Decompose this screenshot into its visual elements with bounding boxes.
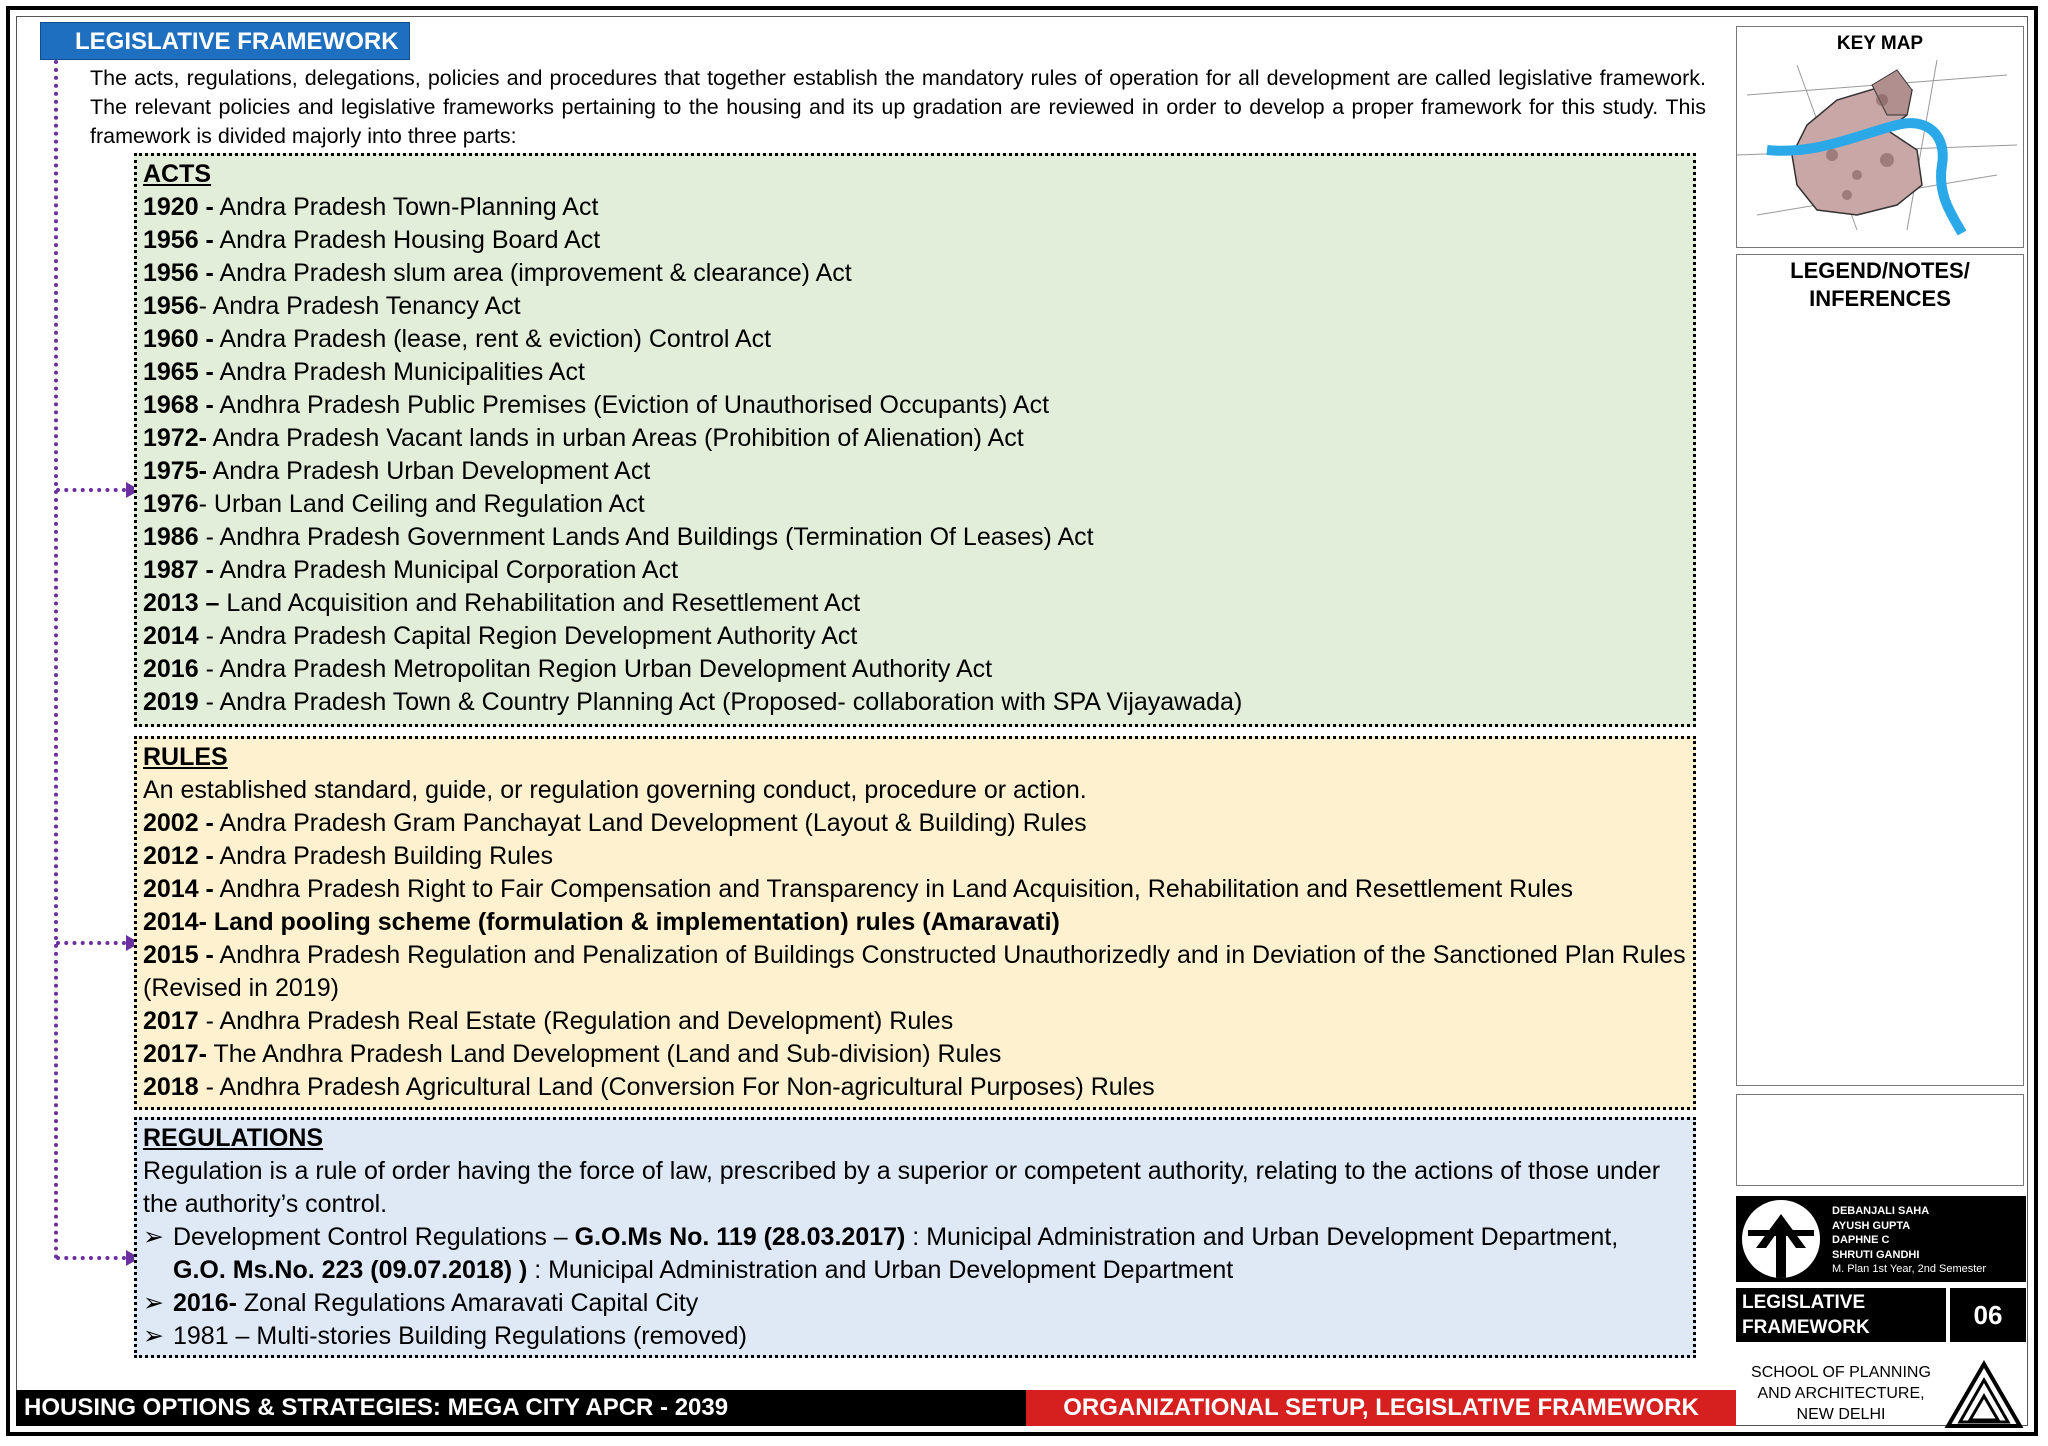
course-info: M. Plan 1st Year, 2nd Semester	[1832, 1263, 1987, 1275]
sheet-title: LEGISLATIVE FRAMEWORK	[1736, 1288, 1946, 1342]
rules-item: 2017 - Andhra Pradesh Real Estate (Regulation and Development) Rules	[143, 1007, 954, 1035]
key-map-image	[1737, 55, 2021, 235]
rules-item: 2018 - Andhra Pradesh Agricultural Land (Conversion For Non-agricultural Purposes) Rules	[143, 1073, 1155, 1101]
acts-item: 2019 - Andra Pradesh Town & Country Planning Act (Proposed- collaboration with SPA Vijayawada)	[143, 688, 1243, 716]
rules-item: 2014 - Andhra Pradesh Right to Fair Compensation and Transparency in Land Acquisition, Rehabilitation and Resettlement Rules	[143, 875, 1574, 903]
key-map-panel	[1736, 26, 2024, 248]
institute-logo-icon	[1742, 1200, 1820, 1278]
intro-paragraph: The acts, regulations, delegations, policies and procedures that together establish the mandatory rules of operation for all development are called legislative framework. The relevant policies and legislative frameworks pertaining to the housing and its up gradation are reviewed in order to develop a proper framework for this study. This framework is divided majorly into three parts:	[90, 66, 1706, 148]
regulation-item-zonal: ➢ 2016- Zonal Regulations Amaravati Capital City	[143, 1287, 1687, 1320]
acts-item: 1965 - Andra Pradesh Municipalities Act	[143, 358, 585, 386]
rules-section	[134, 736, 1696, 1110]
acts-item: 1960 - Andra Pradesh (lease, rent & eviction) Control Act	[143, 325, 772, 353]
connector-arrow-regulations	[56, 1256, 126, 1260]
acts-item: 2016 - Andra Pradesh Metropolitan Region Urban Development Authority Act	[143, 655, 993, 683]
acts-list	[143, 191, 1687, 719]
bullet-arrow-icon: ➢	[143, 1289, 164, 1317]
author-names: DEBANJALI SAHA AYUSH GUPTA DAPHNE C SHRUTI GANDHI M. Plan 1st Year, 2nd Semester	[1832, 1205, 1987, 1275]
legend-label-line1: LEGEND/NOTES/	[1790, 258, 1970, 283]
rules-item: 2002 - Andra Pradesh Gram Panchayat Land Development (Layout & Building) Rules	[143, 809, 1087, 837]
acts-item: 1975- Andra Pradesh Urban Development Act	[143, 457, 651, 485]
rules-heading: RULES	[143, 743, 228, 771]
bullet-arrow-icon: ➢	[143, 1223, 164, 1251]
regulation-item-multistorey: ➢ 1981 – Multi-stories Building Regulations (removed)	[143, 1320, 1687, 1353]
acts-item: 1920 - Andra Pradesh Town-Planning Act	[143, 193, 599, 221]
project-title-bar: HOUSING OPTIONS & STRATEGIES: MEGA CITY APCR - 2039	[16, 1390, 1026, 1426]
legend-label-line2: INFERENCES	[1809, 286, 1951, 311]
regulations-heading: REGULATIONS	[143, 1124, 324, 1152]
school-logo-icon	[1944, 1360, 2024, 1430]
blank-panel	[1736, 1094, 2024, 1186]
rules-item: 2014- Land pooling scheme (formulation & implementation) rules (Amaravati)	[143, 908, 1060, 936]
acts-item: 2014 - Andra Pradesh Capital Region Development Authority Act	[143, 622, 858, 650]
acts-item: 1976- Urban Land Ceiling and Regulation Act	[143, 490, 645, 518]
regulation-item-dcr: ➢ Development Control Regulations – G.O.Ms No. 119 (28.03.2017) : Municipal Administration and Urban Development Department, G.O. Ms.No. 223 (09.07.2018) ) : Municipal Administration and Urban Development Department	[143, 1223, 1619, 1284]
acts-item: 1956 - Andra Pradesh slum area (improvement & clearance) Act	[143, 259, 852, 287]
rules-item: 2017- The Andhra Pradesh Land Development (Land and Sub-division) Rules	[143, 1040, 1002, 1068]
acts-heading: ACTS	[143, 160, 212, 188]
sheet-number: 06	[1950, 1288, 2026, 1342]
regulations-section	[134, 1117, 1696, 1358]
rules-description: An established standard, guide, or regulation governing conduct, procedure or action.	[143, 776, 1087, 804]
legend-notes-panel	[1736, 254, 2024, 1086]
key-map-label: KEY MAP	[1836, 33, 1924, 54]
rules-item: 2015 - Andhra Pradesh Regulation and Penalization of Buildings Constructed Unauthorizedly and in Deviation of the Sanctioned Plan Rules (Revised in 2019)	[143, 941, 1686, 1002]
sheet-topic-bar: ORGANIZATIONAL SETUP, LEGISLATIVE FRAMEWORK	[1026, 1390, 1736, 1426]
acts-item: 1956- Andra Pradesh Tenancy Act	[143, 292, 521, 320]
acts-item: 1987 - Andra Pradesh Municipal Corporation Act	[143, 556, 679, 584]
acts-item: 1986 - Andhra Pradesh Government Lands And Buildings (Termination Of Leases) Act	[143, 523, 1094, 551]
acts-item: 2013 – Land Acquisition and Rehabilitation and Resettlement Act	[143, 589, 861, 617]
section-title: LEGISLATIVE FRAMEWORK	[40, 22, 410, 60]
acts-item: 1968 - Andhra Pradesh Public Premises (Eviction of Unauthorised Occupants) Act	[143, 391, 1050, 419]
bullet-arrow-icon: ➢	[143, 1322, 164, 1350]
acts-item: 1972- Andra Pradesh Vacant lands in urban Areas (Prohibition of Alienation) Act	[143, 424, 1024, 452]
connector-line	[54, 60, 58, 1260]
credits-block	[1736, 1196, 2026, 1282]
school-name: SCHOOL OF PLANNING AND ARCHITECTURE, NEW DELHI	[1751, 1364, 1931, 1423]
acts-section	[134, 153, 1696, 727]
connector-arrow-acts	[56, 488, 126, 492]
rules-item: 2012 - Andra Pradesh Building Rules	[143, 842, 553, 870]
rules-list	[143, 807, 1687, 1104]
regulations-description: Regulation is a rule of order having the force of law, prescribed by a superior or competent authority, relating to the actions of those under the authority’s control.	[143, 1157, 1661, 1218]
acts-item: 1956 - Andra Pradesh Housing Board Act	[143, 226, 601, 254]
connector-arrow-rules	[56, 941, 126, 945]
